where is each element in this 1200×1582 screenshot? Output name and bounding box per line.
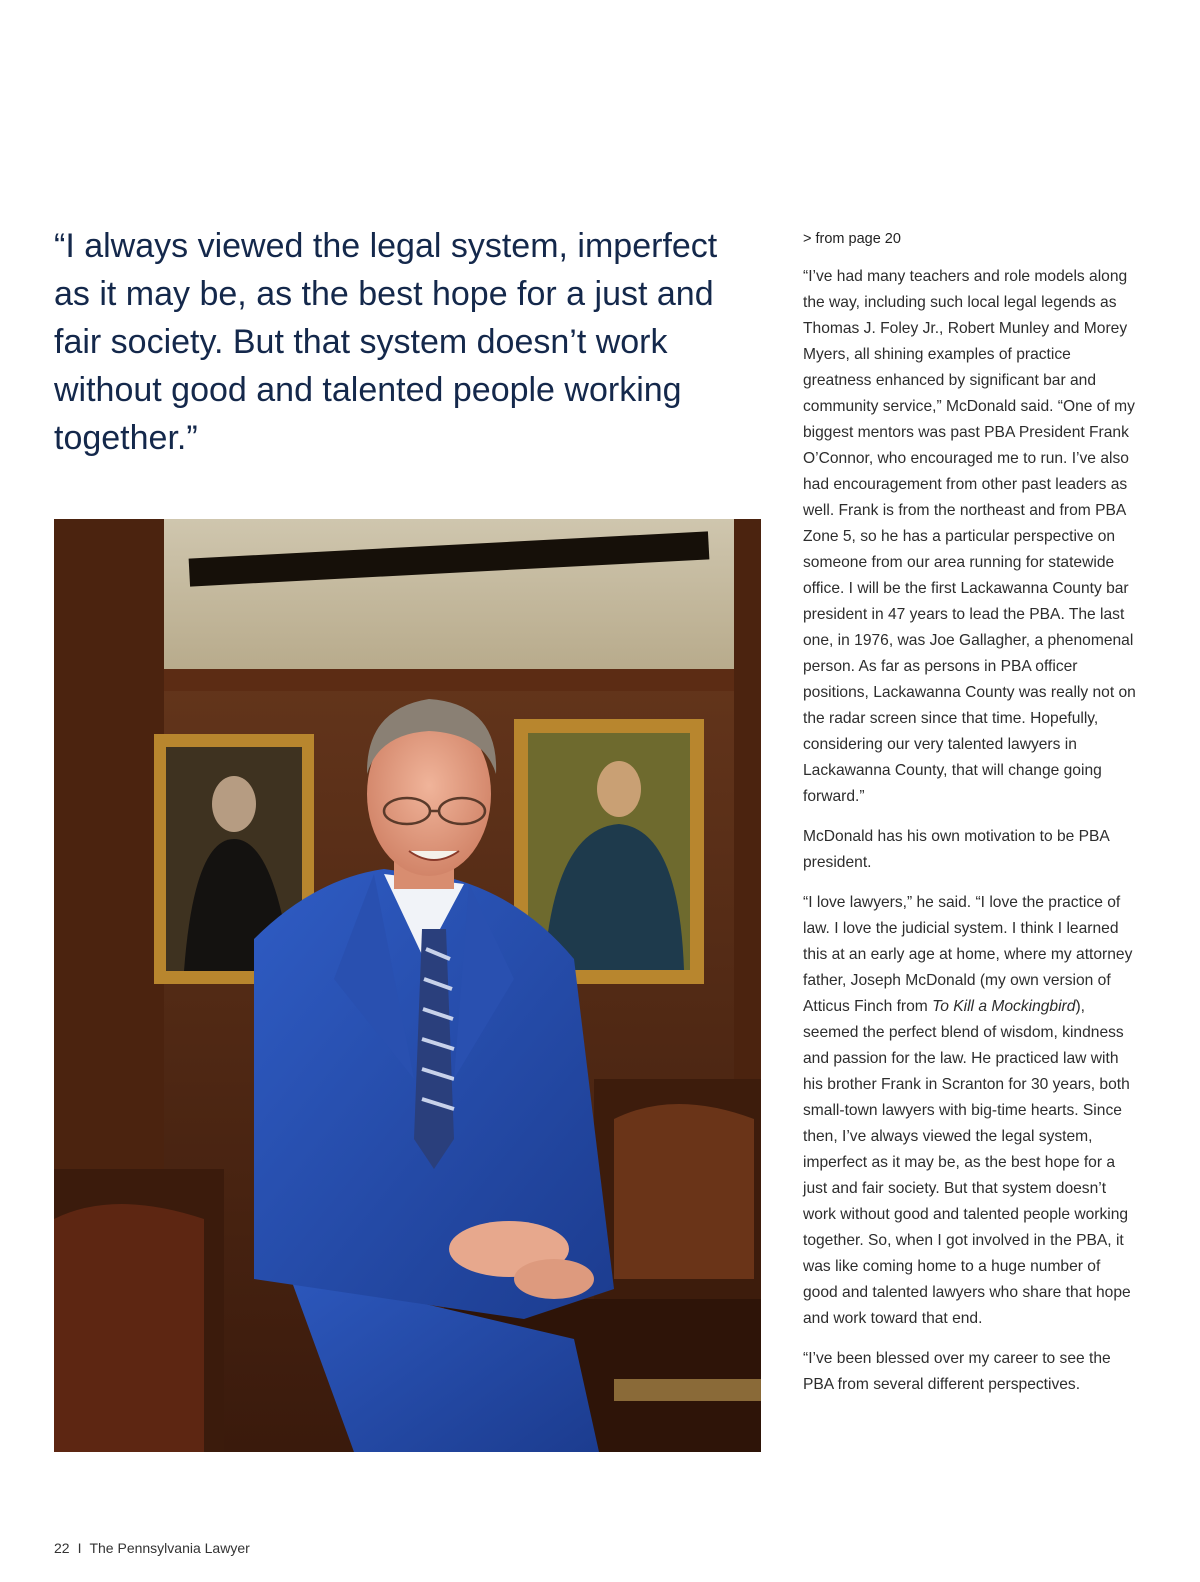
pull-quote: “I always viewed the legal system, imperfect as it may be, as the best hope for a just and fair society. But that system doesn’t work without good and talented people working together.” [54, 227, 718, 457]
body-text: “I love lawyers,” he said. “I love the practice of law. I love the judicial system. I think I learned this at an early age at home, where my attorney father, Joseph McDonald (my own version of Atticus Finch from [803, 894, 1133, 1015]
page-number: 22 [54, 1540, 70, 1556]
footer-separator: I [77, 1540, 82, 1556]
publication-name: The Pennsylvania Lawyer [89, 1540, 250, 1556]
page-footer [54, 1540, 250, 1556]
body-paragraph: McDonald has his own motivation to be PBA president. [803, 828, 1109, 871]
continued-from-page: > from page 20 [803, 231, 901, 247]
portrait-photo [54, 519, 761, 1452]
article-column [803, 228, 1138, 1412]
body-paragraph [803, 890, 1138, 1332]
portrait-illustration [54, 519, 761, 1452]
body-paragraph: “I’ve had many teachers and role models along the way, including such local legal legends as Thomas J. Foley Jr., Robert Munley and Morey Myers, all shining examples of practice greatness enhanced by significant bar and community service,” McDonald said. “One of my biggest mentors was past PBA President Frank O’Connor, who encouraged me to run. I’ve also had encouragement from other past leaders as well. Frank is from the northeast and from PBA Zone 5, so he has a particular perspective on someone from our area running for statewide office. I will be the first Lackawanna County bar president in 47 years to lead the PBA. The last one, in 1976, was Joe Gallagher, a phenomenal person. As far as persons in PBA officer positions, Lackawanna County was really not on the radar screen since that time. Hopefully, considering our very talented lawyers in Lackawanna County, that will change going forward.” [803, 268, 1136, 805]
book-title: To Kill a Mockingbird [932, 998, 1076, 1015]
body-text: ), seemed the perfect blend of wisdom, kindness and passion for the law. He practiced law with his brother Frank in Scranton for 30 years, both small-town lawyers with big-time hearts. Since then, I’ve always viewed the legal system, imperfect as it may be, as the best hope for a just and fair society. But that system doesn’t work without good and talented people working together. So, when I got involved in the PBA, it was like coming home to a huge number of good and talented lawyers who share that hope and work toward that end. [803, 998, 1131, 1327]
body-paragraph: “I’ve been blessed over my career to see the PBA from several different perspectives. [803, 1350, 1111, 1393]
